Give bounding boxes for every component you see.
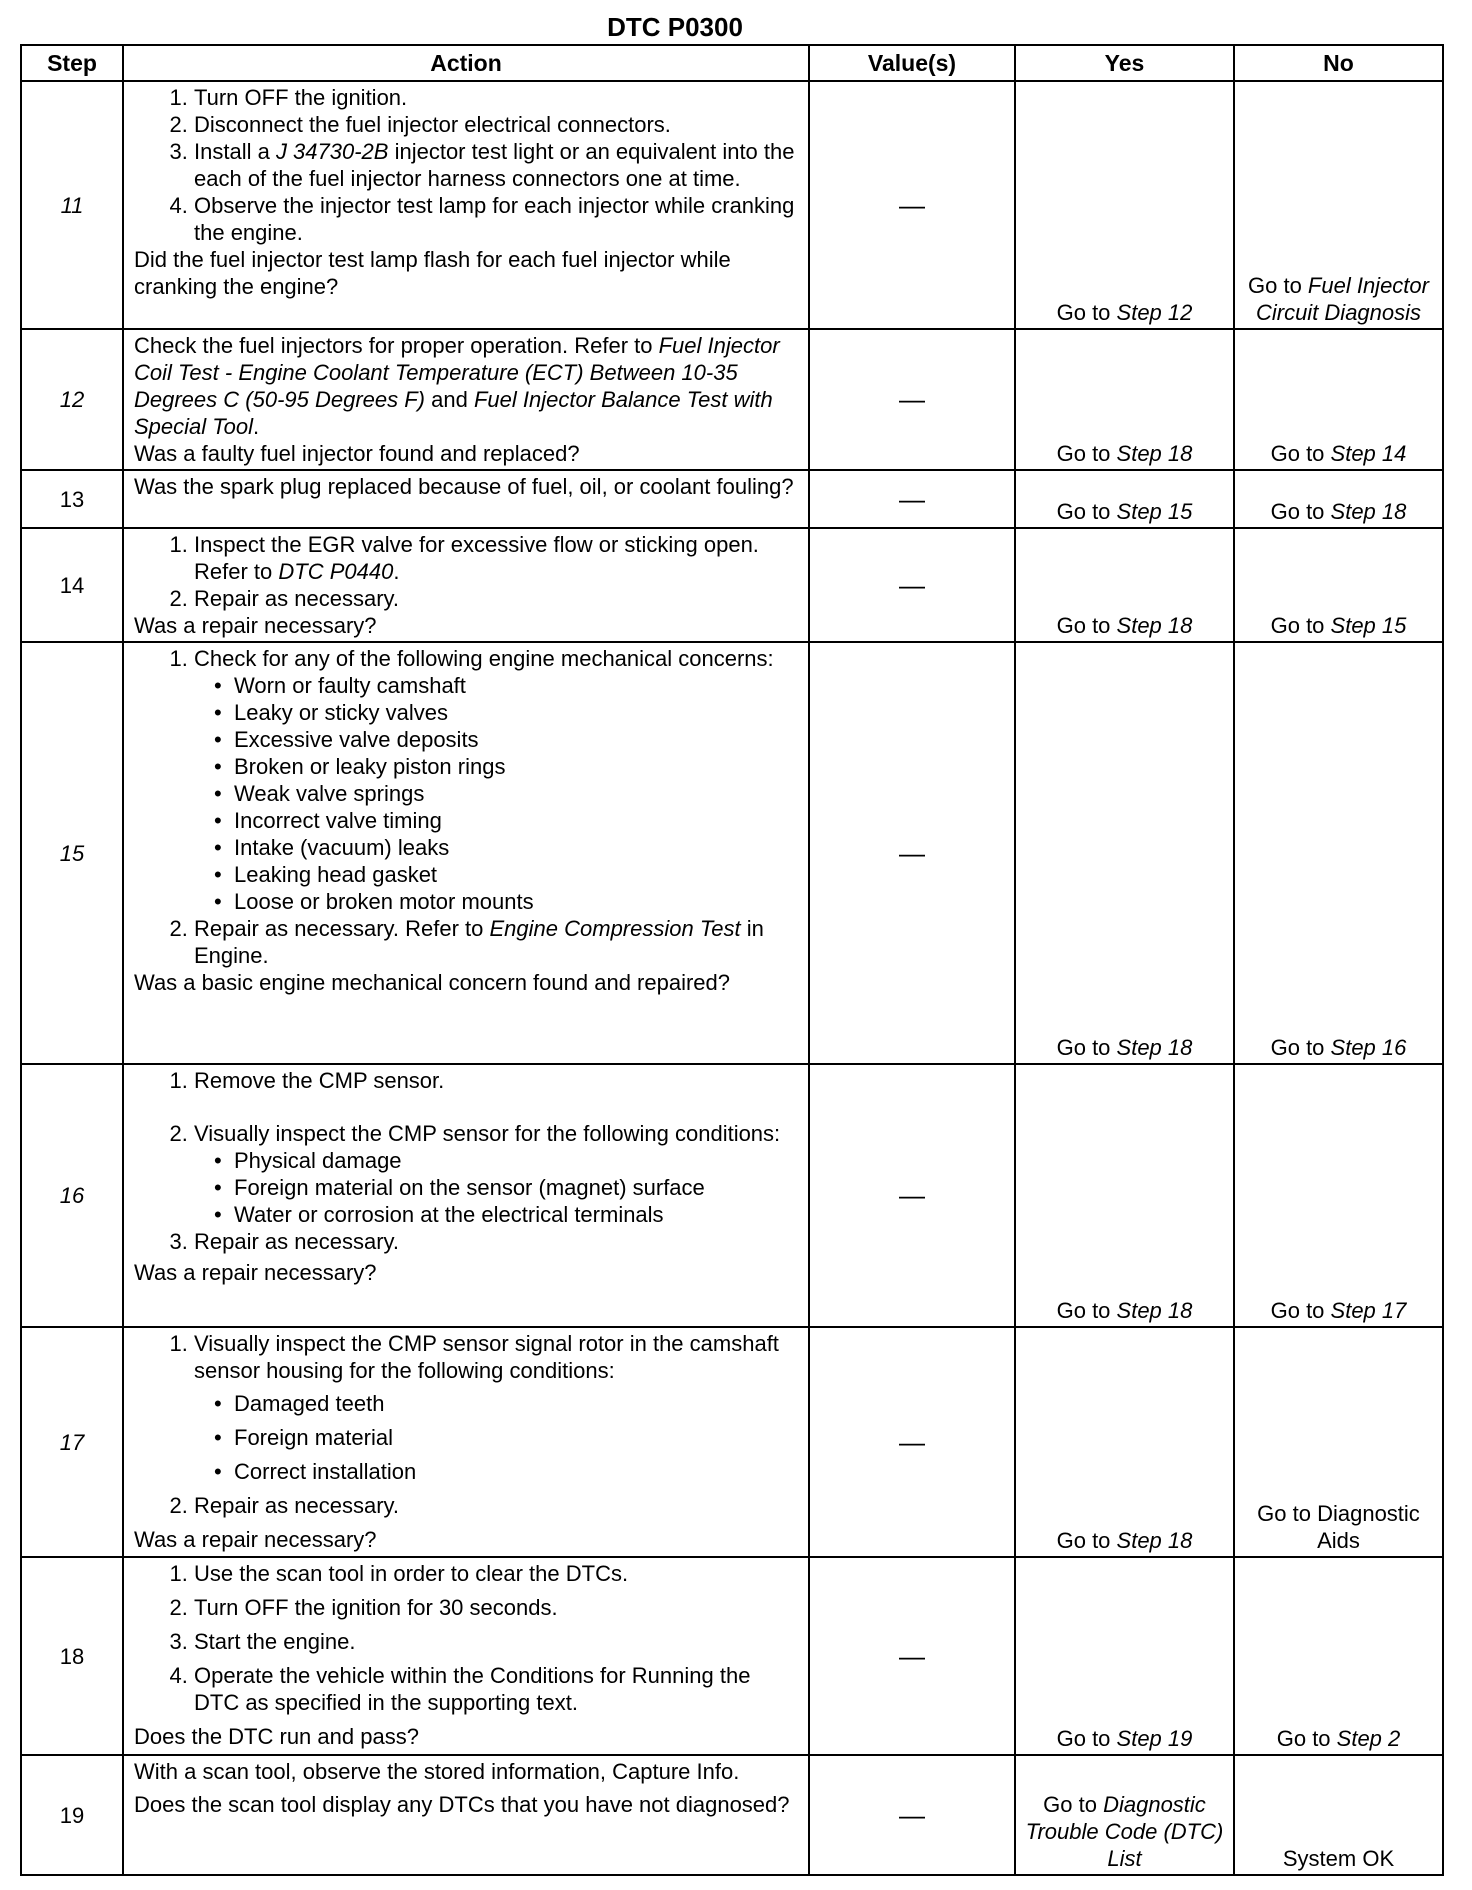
action-step: 2. Disconnect the fuel injector electrical connectors.: [194, 111, 800, 138]
table-row-step-18: [21, 1557, 1443, 1755]
list-item: • Physical damage: [234, 1147, 800, 1174]
action-step: 2. Turn OFF the ignition for 30 seconds.: [194, 1594, 800, 1621]
list-item: • Foreign material on the sensor (magnet) surface: [234, 1174, 800, 1201]
no-cell[interactable]: Go to Diagnostic Aids: [1234, 1327, 1443, 1557]
goto-link[interactable]: Step 17: [1330, 1298, 1407, 1323]
action-step: 4. Operate the vehicle within the Conditions for Running the DTC as specified in the supporting text.: [194, 1662, 800, 1716]
procedure-ref[interactable]: DTC P0440: [278, 559, 394, 584]
goto-link[interactable]: Step 19: [1116, 1726, 1193, 1751]
header-no: No: [1234, 45, 1443, 81]
goto-link[interactable]: Step 18: [1116, 1035, 1193, 1060]
text-run: injector test light or an equivalent into the each of the fuel injector harness connectors one at time.: [194, 139, 795, 191]
goto-link[interactable]: Step 2: [1336, 1726, 1401, 1751]
action-step: 3. Repair as necessary.: [194, 1228, 800, 1255]
action-cell: [123, 329, 809, 470]
action-cell: [123, 642, 809, 1064]
step-number: 12: [21, 329, 123, 470]
text-run: Install a: [194, 139, 276, 164]
action-cell: [123, 1327, 809, 1557]
procedure-ref[interactable]: Fuel Injector Balance Test with Special Tool: [134, 387, 773, 439]
action-step: 2. Repair as necessary.: [194, 585, 800, 612]
bullet-list: [194, 1390, 800, 1485]
goto-link[interactable]: Fuel Injector Circuit Diagnosis: [1255, 273, 1429, 325]
table-row-step-12: [21, 329, 1443, 470]
list-item: • Correct installation: [234, 1458, 800, 1485]
goto-text: Go to: [1270, 1298, 1331, 1323]
goto-text: Go to: [1248, 273, 1308, 298]
goto-link[interactable]: Diagnostic Trouble Code (DTC) List: [1025, 1792, 1224, 1871]
goto-text: Go to: [1043, 1792, 1104, 1817]
action-step: [194, 1330, 800, 1485]
yes-cell[interactable]: [1015, 1755, 1234, 1875]
yes-cell[interactable]: [1015, 528, 1234, 642]
goto-text: Go to: [1056, 300, 1117, 325]
list-item: • Foreign material: [234, 1424, 800, 1451]
procedure-ref[interactable]: Engine Compression Test: [489, 916, 741, 941]
page-title: DTC P0300: [607, 12, 743, 42]
goto-link[interactable]: Step 14: [1330, 441, 1407, 466]
text-run: Visually inspect the CMP sensor for the following conditions:: [194, 1121, 781, 1146]
list-item: • Broken or leaky piston rings: [234, 753, 800, 780]
goto-link[interactable]: Step 15: [1330, 613, 1407, 638]
action-step: 1. Use the scan tool in order to clear the DTCs.: [194, 1560, 800, 1587]
goto-text: Go to: [1056, 441, 1117, 466]
goto-text: Go to: [1056, 1726, 1117, 1751]
text-run: Check the fuel injectors for proper operation. Refer to: [134, 333, 659, 358]
step-number: 18: [21, 1557, 123, 1755]
goto-text: Go to: [1276, 1726, 1337, 1751]
header-step: Step: [21, 45, 123, 81]
step-number: 13: [21, 470, 123, 528]
action-text: [134, 332, 800, 440]
step-number: 16: [21, 1064, 123, 1327]
action-step: 4. Observe the injector test lamp for each injector while cranking the engine.: [194, 192, 800, 246]
list-item: • Worn or faulty camshaft: [234, 672, 800, 699]
value-cell: —: [809, 470, 1015, 528]
action-cell: [123, 81, 809, 329]
list-item: • Water or corrosion at the electrical terminals: [234, 1201, 800, 1228]
tool-number: J 34730-2B: [275, 139, 389, 164]
text-run: Visually inspect the CMP sensor signal rotor in the camshaft sensor housing for the following conditions:: [194, 1331, 779, 1383]
goto-text: Go to: [1270, 613, 1331, 638]
text-run: and: [425, 387, 474, 412]
value-cell: —: [809, 1755, 1015, 1875]
goto-text: Go to: [1056, 1528, 1117, 1553]
text-run: Inspect the EGR valve for excessive flow or sticking open. Refer to: [194, 532, 759, 584]
bullet-list: [194, 672, 800, 915]
goto-text: Go to: [1056, 1298, 1117, 1323]
action-cell: [123, 528, 809, 642]
text-run: .: [393, 559, 400, 584]
value-cell: —: [809, 642, 1015, 1064]
header-yes: Yes: [1015, 45, 1234, 81]
action-question: Did the fuel injector test lamp flash for each fuel injector while cranking the engine?: [134, 247, 731, 299]
value-cell: —: [809, 81, 1015, 329]
text-run: Remove the CMP sensor.: [194, 1068, 445, 1093]
text-run: .: [253, 414, 260, 439]
action-question: Was a repair necessary?: [134, 613, 377, 638]
table-row-step-11: [21, 81, 1443, 329]
step-number: 15: [21, 642, 123, 1064]
action-question: Does the scan tool display any DTCs that you have not diagnosed?: [134, 1792, 790, 1817]
action-step: [194, 1067, 800, 1120]
goto-text: Go to: [1270, 1035, 1331, 1060]
action-question: Was a basic engine mechanical concern found and repaired?: [134, 970, 730, 995]
no-cell[interactable]: [1234, 470, 1443, 528]
value-cell: —: [809, 1327, 1015, 1557]
yes-cell[interactable]: [1015, 81, 1234, 329]
value-cell: —: [809, 1557, 1015, 1755]
action-cell: [123, 470, 809, 528]
yes-cell[interactable]: [1015, 1557, 1234, 1755]
value-cell: —: [809, 329, 1015, 470]
no-cell[interactable]: [1234, 642, 1443, 1064]
action-text: With a scan tool, observe the stored information, Capture Info.: [134, 1759, 740, 1784]
yes-cell[interactable]: [1015, 642, 1234, 1064]
table-row-step-17: [21, 1327, 1443, 1557]
text-run: Check for any of the following engine mechanical concerns:: [194, 646, 774, 671]
no-cell[interactable]: System OK: [1234, 1755, 1443, 1875]
no-cell[interactable]: [1234, 1557, 1443, 1755]
yes-cell[interactable]: [1015, 470, 1234, 528]
no-cell[interactable]: [1234, 329, 1443, 470]
goto-link[interactable]: Step 18: [1116, 613, 1193, 638]
action-question: Was the spark plug replaced because of fuel, oil, or coolant fouling?: [134, 474, 794, 499]
no-cell[interactable]: [1234, 528, 1443, 642]
no-cell[interactable]: [1234, 1064, 1443, 1327]
step-number: 19: [21, 1755, 123, 1875]
no-cell[interactable]: [1234, 81, 1443, 329]
step-number: 11: [21, 81, 123, 329]
header-action: Action: [123, 45, 809, 81]
action-question: Was a repair necessary?: [134, 1260, 377, 1285]
goto-link[interactable]: Step 18: [1116, 441, 1193, 466]
procedure-ref[interactable]: Fuel Injector Coil Test - Engine Coolant Temperature (ECT) Between 10-35 Degrees C (50-95 Degrees F): [134, 333, 780, 412]
value-cell: —: [809, 1064, 1015, 1327]
list-item: • Intake (vacuum) leaks: [234, 834, 800, 861]
action-cell: [123, 1557, 809, 1755]
goto-link[interactable]: Step 18: [1116, 1528, 1193, 1553]
action-cell: [123, 1064, 809, 1327]
table-row-step-16: [21, 1064, 1443, 1327]
list-item: • Leaky or sticky valves: [234, 699, 800, 726]
diagnostic-table: [20, 44, 1444, 1876]
table-row-step-19: [21, 1755, 1443, 1875]
action-step: 2. Repair as necessary.: [194, 1492, 800, 1519]
goto-link[interactable]: Step 18: [1330, 499, 1407, 524]
table-row-step-13: [21, 470, 1443, 528]
goto-link[interactable]: Step 16: [1330, 1035, 1407, 1060]
step-number: 14: [21, 528, 123, 642]
yes-cell[interactable]: [1015, 1064, 1234, 1327]
action-step: [194, 531, 800, 585]
list-item: • Damaged teeth: [234, 1390, 800, 1417]
list-item: • Leaking head gasket: [234, 861, 800, 888]
action-question: Was a faulty fuel injector found and replaced?: [134, 441, 580, 466]
action-step: [194, 138, 800, 192]
list-item: • Weak valve springs: [234, 780, 800, 807]
list-item: • Loose or broken motor mounts: [234, 888, 800, 915]
goto-text: Go to: [1270, 499, 1331, 524]
value-cell: —: [809, 528, 1015, 642]
text-run: Repair as necessary. Refer to: [194, 916, 490, 941]
list-item: • Excessive valve deposits: [234, 726, 800, 753]
table-row-step-14: [21, 528, 1443, 642]
text-run: in Engine.: [194, 916, 764, 968]
action-question: Was a repair necessary?: [134, 1527, 377, 1552]
goto-link[interactable]: Step 18: [1116, 1298, 1193, 1323]
header-values: Value(s): [809, 45, 1015, 81]
yes-cell[interactable]: [1015, 1327, 1234, 1557]
goto-text: Go to: [1270, 441, 1331, 466]
step-number: 17: [21, 1327, 123, 1557]
yes-cell[interactable]: [1015, 329, 1234, 470]
action-step: [194, 1120, 800, 1228]
goto-text: Go to: [1056, 499, 1117, 524]
list-item: • Incorrect valve timing: [234, 807, 800, 834]
goto-text: Go to: [1056, 1035, 1117, 1060]
goto-link[interactable]: Step 12: [1116, 300, 1193, 325]
action-step: 3. Start the engine.: [194, 1628, 800, 1655]
table-row-step-15: [21, 642, 1443, 1064]
action-cell: [123, 1755, 809, 1875]
action-step: [194, 645, 800, 915]
goto-text: Go to: [1056, 613, 1117, 638]
action-step: [194, 915, 800, 969]
action-question: Does the DTC run and pass?: [134, 1724, 419, 1749]
bullet-list: [194, 1147, 800, 1228]
action-step: 1. Turn OFF the ignition.: [194, 84, 800, 111]
goto-link[interactable]: Step 15: [1116, 499, 1193, 524]
header-row: [21, 45, 1443, 81]
